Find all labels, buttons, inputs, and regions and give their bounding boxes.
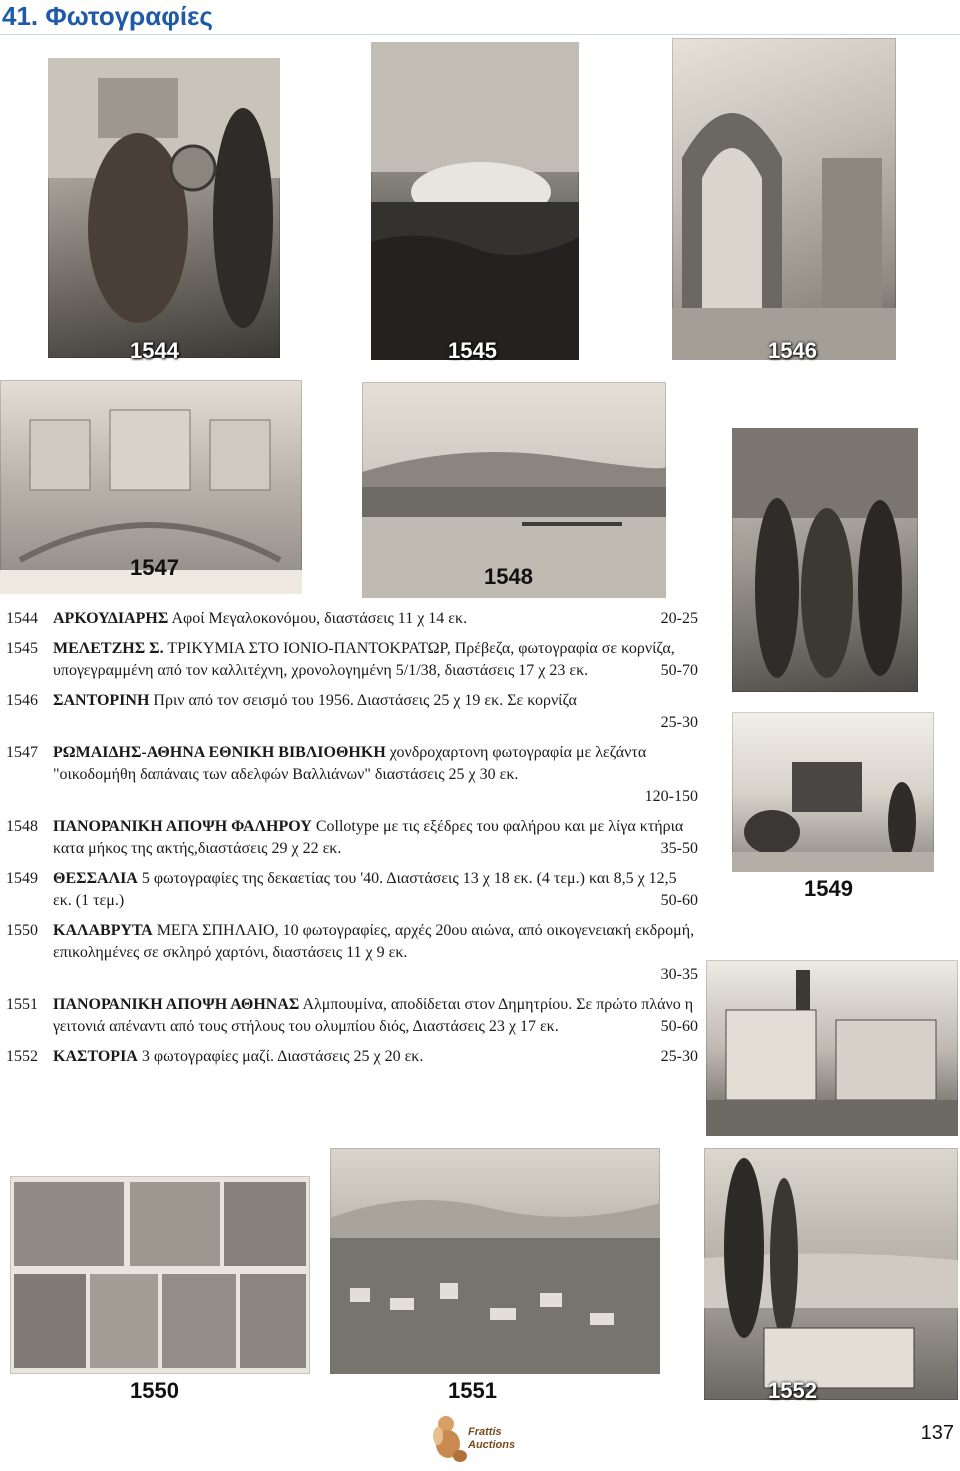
entry-1545 xyxy=(6,638,698,682)
entry-text: Collotype με τις εξέδρες του φαλήρου και με λίγα κτήρια κατα μήκος της ακτής,διαστάσεις 29 χ 22 εκ. xyxy=(53,818,684,857)
lot-label-1552: 1552 xyxy=(768,1378,817,1403)
photo-lot-1546[interactable] xyxy=(672,38,896,360)
lot-label-1549: 1549 xyxy=(804,876,853,901)
photo-lot-1549-bottom[interactable] xyxy=(732,712,934,872)
entry-number: 1545 xyxy=(6,640,38,657)
lot-label-1550: 1550 xyxy=(130,1378,179,1403)
photo-lot-1544[interactable] xyxy=(48,58,280,358)
page-number: 137 xyxy=(920,1422,954,1444)
entry-text: Πριν από τον σεισμό του 1956. Διαστάσεις 25 χ 19 εκ. Σε κορνίζα xyxy=(153,692,577,709)
entry-1548 xyxy=(6,816,698,860)
entry-1544 xyxy=(6,608,698,630)
entry-heading: ΠΑΝΟΡΑΝΙΚΗ ΑΠΟΨΗ ΑΘΗΝΑΣ xyxy=(53,996,300,1013)
lot-label-1545: 1545 xyxy=(448,338,497,363)
entry-number: 1547 xyxy=(6,744,38,761)
lot-label-1547: 1547 xyxy=(130,555,179,580)
entry-heading: ΜΕΛΕΤΖΗΣ Σ. xyxy=(53,640,164,657)
entry-number: 1551 xyxy=(6,996,38,1013)
lot-label-1548: 1548 xyxy=(484,564,533,589)
entry-number: 1550 xyxy=(6,922,38,939)
entry-price: 50-60 xyxy=(660,1018,698,1035)
entry-text: χονδροχαρτονη φωτογραφία με λεζάντα "οικοδομήθη δαπάναις των αδελφών Βαλλιάνων" διαστάσεις 25 χ 30 εκ. xyxy=(53,744,647,783)
photo-lot-1552-bottom[interactable] xyxy=(704,1148,958,1400)
entry-text: Αλμπουμίνα, αποδίδεται στον Δημητρίου. Σε πρώτο πλάνο η γειτονιά απέναντι από τους στήλους του ολυμπίου διός, Διαστάσεις 23 χ 17 εκ. xyxy=(53,996,694,1035)
entry-heading: ΘΕΣΣΑΛΙΑ xyxy=(53,870,138,887)
photo-lot-1552-top[interactable] xyxy=(706,960,958,1136)
entry-text: 3 φωτογραφίες μαζί. Διαστάσεις 25 χ 20 εκ. xyxy=(141,1048,424,1065)
entry-1551 xyxy=(6,994,698,1038)
logo-line-1: Frattis xyxy=(468,1426,502,1438)
entry-heading: ΚΑΛΑΒΡΥΤΑ xyxy=(53,922,153,939)
entry-number: 1544 xyxy=(6,610,38,627)
photo-lot-1550[interactable] xyxy=(10,1176,310,1374)
entry-text: ΤΡΙΚΥΜΙΑ ΣΤΟ ΙΟΝΙΟ-ΠΑΝΤΟΚΡΑΤΩΡ, Πρέβεζα, φωτογραφία σε κορνίζα, υπογεγραμμένη από τον καλλιτέχνη, χρονολογημένη 5/1/38, διαστάσεις 17 χ 23 εκ. xyxy=(53,640,675,679)
page-title: 41. Φωτογραφίες xyxy=(0,0,213,34)
entry-price: 25-30 xyxy=(660,714,698,731)
lot-label-1551: 1551 xyxy=(448,1378,497,1403)
logo-text xyxy=(468,1426,515,1452)
entry-1549 xyxy=(6,868,698,912)
entry-1550 xyxy=(6,920,698,986)
entry-heading: ΠΑΝΟΡΑΝΙΚΗ ΑΠΟΨΗ ΦΑΛΗΡΟΥ xyxy=(53,818,312,835)
lot-descriptions xyxy=(6,608,698,1076)
entry-number: 1552 xyxy=(6,1048,38,1065)
lot-label-1544: 1544 xyxy=(130,338,179,363)
entry-price: 25-30 xyxy=(660,1048,698,1065)
photo-lot-1545[interactable] xyxy=(371,42,579,360)
entry-1552 xyxy=(6,1046,698,1068)
frattis-auctions-logo[interactable] xyxy=(432,1412,532,1466)
entry-heading: ΣΑΝΤΟΡΙΝΗ xyxy=(53,692,150,709)
entry-text: ΜΕΓΑ ΣΠΗΛΑΙΟ, 10 φωτογραφίες, αρχές 20ου αιώνα, από οικογενειακή εκδρομή, επικολημένες σε σκληρό χαρτόνι, διαστάσεις 11 χ 9 εκ. xyxy=(53,922,695,961)
entry-heading: ΑΡΚΟΥΔΙΑΡΗΣ xyxy=(53,610,169,627)
entry-number: 1548 xyxy=(6,818,38,835)
entry-price: 50-60 xyxy=(660,892,698,909)
entry-number: 1549 xyxy=(6,870,38,887)
cherub-logo-icon xyxy=(432,1412,472,1466)
photo-lot-1549-top[interactable] xyxy=(732,428,918,692)
entry-price: 50-70 xyxy=(660,662,698,679)
entry-text: 5 φωτογραφίες της δεκαετίας του '40. Διαστάσεις 13 χ 18 εκ. (4 τεμ.) και 8,5 χ 12,5 εκ. (1 τεμ.) xyxy=(53,870,677,909)
entry-price: 35-50 xyxy=(660,840,698,857)
entry-1547 xyxy=(6,742,698,808)
entry-price: 20-25 xyxy=(660,610,698,627)
photo-lot-1551[interactable] xyxy=(330,1148,660,1374)
entry-heading: ΚΑΣΤΟΡΙΑ xyxy=(53,1048,138,1065)
lot-label-1546: 1546 xyxy=(768,338,817,363)
entry-1546 xyxy=(6,690,698,734)
entry-heading: ΡΩΜΑΙΔΗΣ-ΑΘΗΝΑ ΕΘΝΙΚΗ ΒΙΒΛΙΟΘΗΚΗ xyxy=(53,744,386,761)
entry-number: 1546 xyxy=(6,692,38,709)
entry-price: 30-35 xyxy=(660,966,698,983)
entry-text: Αφοί Μεγαλοκονόμου, διαστάσεις 11 χ 14 εκ. xyxy=(171,610,468,627)
logo-line-2: Auctions xyxy=(468,1439,516,1451)
entry-price: 120-150 xyxy=(644,788,698,805)
